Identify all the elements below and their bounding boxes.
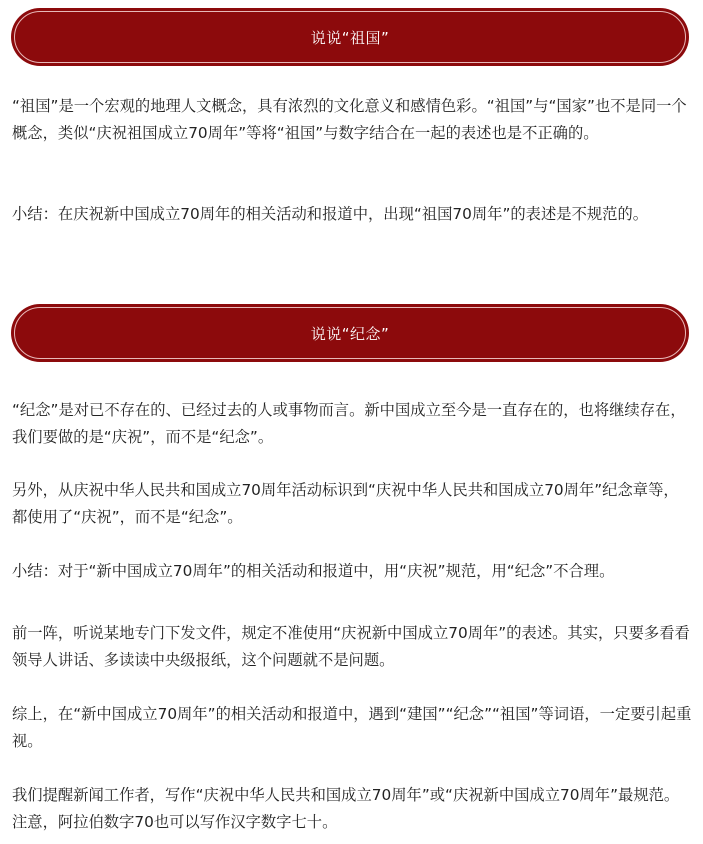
paragraph-motherland-concept: “祖国”是一个宏观的地理人文概念，具有浓烈的文化意义和感情色彩。“祖国”与“国家”也不是同一个概念，类似“庆祝祖国成立70周年”等将“祖国”与数字结合在一起的表述也是不正确的。 (12, 97, 687, 142)
summary-motherland: 小结：在庆祝新中国成立70周年的相关活动和报道中，出现“祖国70周年”的表述是不规范的。 (12, 205, 649, 223)
paragraph-document-rule: 前一阵，听说某地专门下发文件，规定不准使用“庆祝新中国成立70周年”的表述。其实，只要多看看领导人讲话、多读读中央级报纸，这个问题就不是问题。 (12, 624, 690, 669)
paragraph-commemorate-meaning: “纪念”是对已不存在的、已经过去的人或事物而言。新中国成立至今是一直存在的，也将继续存在，我们要做的是“庆祝”，而不是“纪念”。 (12, 401, 686, 446)
paragraph-conclusion: 综上，在“新中国成立70周年”的相关活动和报道中，遇到“建国”“纪念”“祖国”等词语，一定要引起重视。 (12, 705, 692, 750)
paragraph-recommendation: 我们提醒新闻工作者，写作“庆祝中华人民共和国成立70周年”或“庆祝新中国成立70周年”最规范。注意，阿拉伯数字70也可以写作汉字数字七十。 (12, 786, 680, 831)
paragraph-celebration-logo: 另外，从庆祝中华人民共和国成立70周年活动标识到“庆祝中华人民共和国成立70周年”纪念章等，都使用了“庆祝”，而不是“纪念”。 (12, 481, 679, 526)
summary-commemorate: 小结：对于“新中国成立70周年”的相关活动和报道中，用“庆祝”规范，用“纪念”不合理。 (12, 562, 615, 580)
section-banner-commemorate (11, 304, 689, 362)
section-title-commemorate: 说说“纪念” (310, 324, 390, 343)
section-title-motherland: 说说“祖国” (310, 28, 390, 47)
section-banner-motherland (11, 8, 689, 66)
